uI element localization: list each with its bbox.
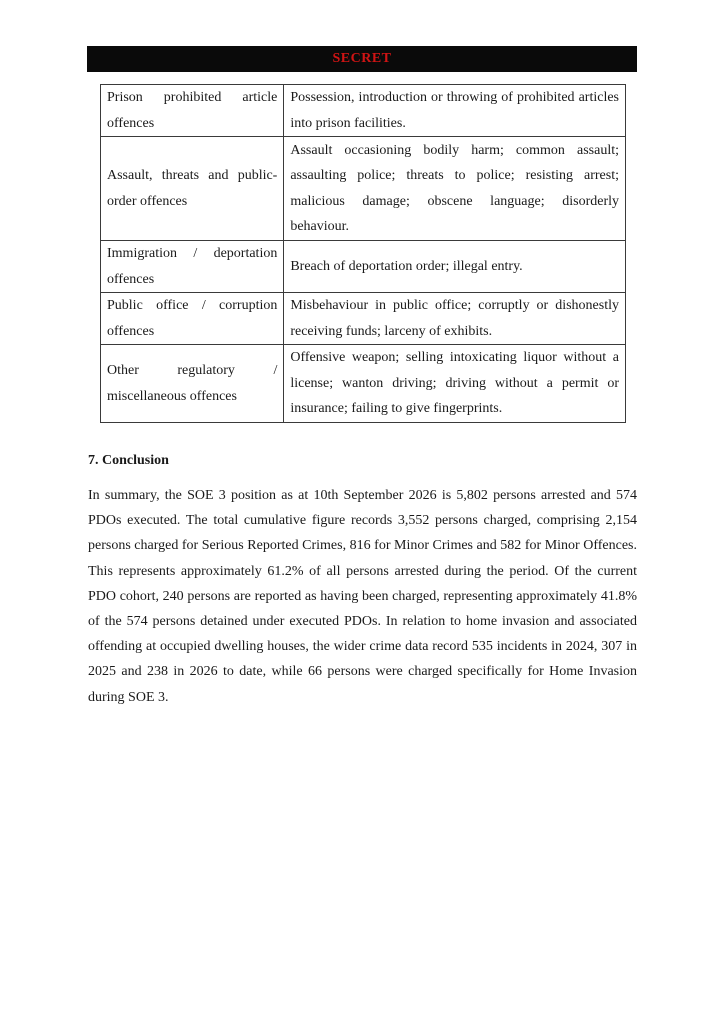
classification-banner [87, 46, 637, 72]
offence-category-cell: Immigration / deportation offences [101, 241, 284, 293]
classification-label: SECRET [332, 51, 392, 66]
table-row [101, 85, 626, 137]
offence-description-cell: Offensive weapon; selling intoxicating liquor without a license; wanton driving; driving without a permit or insurance; failing to give fingerprints. [284, 345, 626, 423]
offence-description-cell: Possession, introduction or throwing of prohibited articles into prison facilities. [284, 85, 626, 137]
table-row [101, 241, 626, 293]
table-row [101, 293, 626, 345]
offence-description-cell: Breach of deportation order; illegal entry. [284, 241, 626, 293]
section-heading: 7. Conclusion [88, 453, 169, 468]
offence-description-cell: Assault occasioning bodily harm; common assault; assaulting police; threats to police; resisting arrest; malicious damage; obscene language; disorderly behaviour. [284, 137, 626, 241]
conclusion-paragraph: In summary, the SOE 3 position as at 10th September 2026 is 5,802 persons arrested and 574 PDOs executed. The total cumulative figure records 3,552 persons charged, comprising 2,154 persons charged for Serious Reported Crimes, 816 for Minor Crimes and 582 for Minor Offences. This represents approximately 61.2% of all persons arrested during the period. Of the current PDO cohort, 240 persons are reported as having been charged, representing approximately 41.8% of the 574 persons detained under executed PDOs. In relation to home invasion and associated offending at occupied dwelling houses, the wider crime data record 535 incidents in 2024, 307 in 2025 and 238 in 2026 to date, while 66 persons were charged specifically for Home Invasion during SOE 3. [88, 488, 637, 705]
offence-category-table [100, 84, 626, 423]
offence-description-cell: Misbehaviour in public office; corruptly or dishonestly receiving funds; larceny of exhibits. [284, 293, 626, 345]
offence-category-cell: Other regulatory / miscellaneous offences [101, 345, 284, 423]
offence-category-cell: Assault, threats and public-order offences [101, 137, 284, 241]
table-row [101, 345, 626, 423]
offence-category-cell: Prison prohibited article offences [101, 85, 284, 137]
table-row [101, 137, 626, 241]
offence-category-cell: Public office / corruption offences [101, 293, 284, 345]
